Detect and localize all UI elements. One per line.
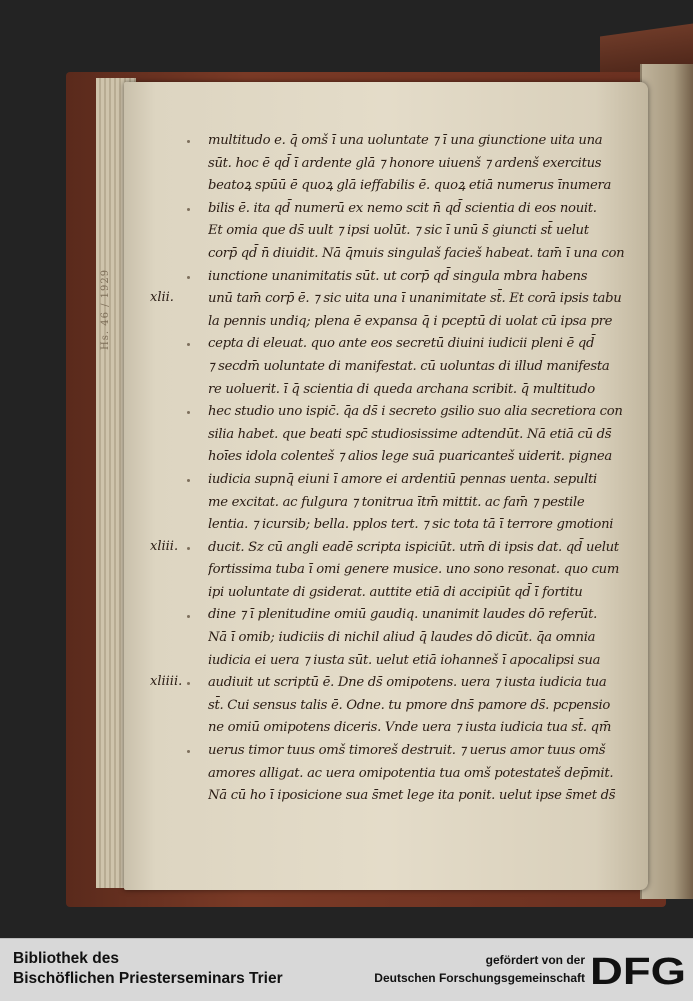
- manuscript-line: unū tam̄ corp̄ ē. ⁊ sic uita una ī unanimitate st̄. Et corā ipsis tabu: [208, 291, 622, 307]
- manuscript-line: ne omiū omipotens diceris. Vnde uera ⁊ iusta iudicia tua st̄. qm̄: [208, 720, 612, 736]
- manuscript-line: silia habet. que beati spc̄ studiosissime adtendūt. Nā etiā cū ds̄: [208, 426, 612, 442]
- manuscript-line: cepta di eleuat. quo ante eos secretū diuini iudicii pleni ē qd̄: [208, 336, 595, 352]
- manuscript-line: Nā ī omib; iudiciis di nichil aliud q̄ laudes dō dicūt. q̄a omnia: [208, 630, 596, 646]
- ruling-prick-mark: [187, 479, 190, 482]
- manuscript-line: dine ⁊ ī plenitudine omiū gaudiq. unanimit laudes dō referūt.: [208, 607, 597, 623]
- dfg-logo: [590, 953, 686, 987]
- manuscript-line: iunctione unanimitatis sūt. ut corp̄ qd̄ singula mbra habens: [208, 268, 588, 284]
- dfg-logo-text: DFG: [590, 953, 686, 987]
- manuscript-line: corp̄ qd̄ n̄ diuidit. Nā q̄muis singulaš facieš habeat. tam̄ ī una con: [208, 245, 625, 261]
- manuscript-text: [208, 130, 632, 808]
- manuscript-line: uerus timor tuus omš timoreš destruit. ⁊ uerus amor tuus omš: [208, 743, 606, 759]
- manuscript-line: amores alligat. ac uera omipotentia tua omš potestateš dep̄mit.: [208, 765, 614, 781]
- manuscript-line: ⁊ secdm̄ uoluntate di manifestat. cū uoluntas di illud manifesta: [208, 358, 610, 374]
- manuscript-line: re uoluerit. ī q̄ scientia di queda archana scribit. q̄ multitudo: [208, 381, 595, 397]
- manuscript-line: bilis ē. ita qd̄ numerū ex nemo scit n̄ qd̄ scientia di eos nouit.: [208, 200, 597, 216]
- manuscript-line: hec studio uno ispic̄. q̄a ds̄ i secreto gsilio suo alia secretiora con: [208, 404, 623, 420]
- library-name-line1: Bibliothek des: [13, 950, 119, 967]
- manuscript-line: beatoꝝ spūū ē quoꝝ glā ieffabilis ē. quoꝝ etiā numerus īnumera: [208, 178, 612, 194]
- chapter-number: xliii.: [150, 538, 179, 554]
- manuscript-line: la pennis undiq; plena ē expansa q̄ i pceptū di uolat cū ipsa pre: [208, 313, 613, 329]
- ruling-prick-mark: [187, 208, 190, 211]
- funding-note: [374, 951, 585, 987]
- ruling-prick-mark: [187, 615, 190, 618]
- manuscript-line: sūt. hoc ē qd̄ ī ardente glā ⁊ honore uiuenš ⁊ ardenš exercitus: [208, 155, 602, 171]
- manuscript-line: audiuit ut scriptū ē. Dne ds̄ omipotens. uera ⁊ iusta iudicia tua: [208, 675, 607, 691]
- manuscript-line: iudicia ei uera ⁊ iusta sūt. uelut etiā iohanneš ī apocalipsi sua: [208, 652, 601, 668]
- manuscript-line: ducit. Sz cū angli eadē scripta ispiciūt. utm̄ di ipsis dat. qd̄ uelut: [208, 539, 619, 555]
- manuscript-line: multitudo e. q̄ omš ī una uoluntate ⁊ ī una ɡiunctione uita una: [208, 133, 603, 148]
- manuscript-line: Nā cū ho ī iposicione sua s̄met lege ita ponit. uelut ipse s̄met ds̄: [208, 788, 616, 804]
- manuscript-line: ipi uoluntate di gsiderat. auttite etiā di accipiūt qd̄ ī fortitu: [208, 584, 583, 600]
- manuscript-line: me excitat. ac fulgura ⁊ tonitrua ītm̄ mittit. ac fam̄ ⁊ pestile: [208, 494, 585, 510]
- manuscript-line: fortissima tuba ī omi genere musice. uno sono resonat. quo cum: [208, 562, 620, 578]
- library-name: [13, 949, 283, 989]
- chapter-number: xlii.: [150, 290, 174, 306]
- manuscript-line: Et omia que ds̄ uult ⁊ ipsi uolūt. ⁊ sic ī unū s̄ giuncti st̄ uelut: [208, 223, 589, 239]
- manuscript-line: iudicia supnq̄ eiuni ī amore ei ardentiū pennas uenta. sepulti: [208, 471, 597, 487]
- footer-bar: [0, 938, 693, 1001]
- funding-line2: Deutschen Forschungsgemeinschaft: [374, 971, 585, 985]
- shelfmark-note: Hs. 46 / 1929: [100, 268, 111, 350]
- manuscript-line: hoīes idola colenteš ⁊ alios lege suā puaricanteš uiderit. pignea: [208, 449, 612, 465]
- library-name-line2: Bischöflichen Priesterseminars Trier: [13, 970, 283, 987]
- funding-line1: gefördert von der: [485, 953, 585, 967]
- manuscript-line: st̄. Cui sensus talis ē. Odne. tu pmore dns̄ pamore ds̄. pcpensio: [208, 697, 611, 713]
- ruling-prick-mark: [187, 140, 190, 143]
- chapter-number: xliiii.: [150, 674, 183, 690]
- ruling-prick-mark: [187, 547, 190, 550]
- manuscript-line: lentia. ⁊ icursib; bella. pplos tert. ⁊ sic tota tā ī terrore gmotioni: [208, 517, 614, 533]
- ruling-prick-mark: [187, 276, 190, 279]
